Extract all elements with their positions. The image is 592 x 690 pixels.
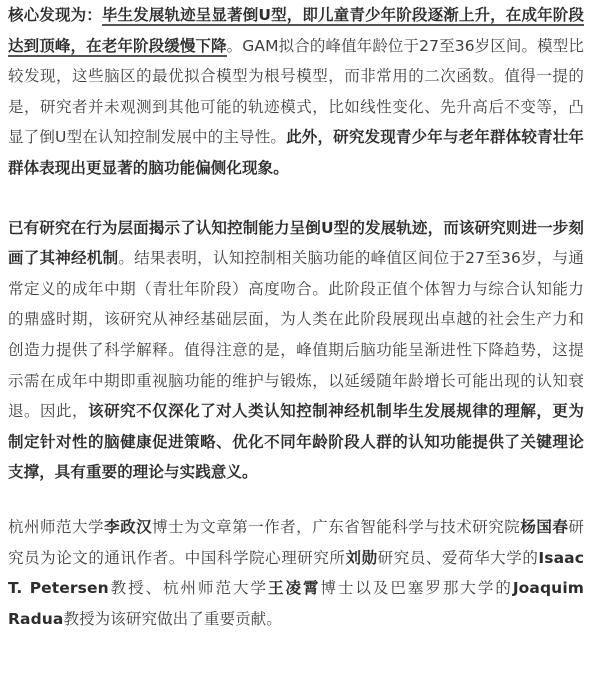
significance-conclusion: 该研究不仅深化了对人类认知控制神经机制毕生发展规律的理解，更为制定针对性的脑健康促进策略、优化不同年龄阶段人群的认知功能提供了关键理论支撑，具有重要的理论与实践意义。 [8, 402, 584, 482]
author-name-yang-guochun: 杨国春 [520, 517, 569, 536]
author-name-li-zhenghan: 李政汉 [104, 517, 153, 536]
author-name-joaquim-radua: Joaquim Radua [8, 579, 584, 628]
paragraph-significance [8, 213, 584, 488]
author-text: 研究员为论文的通讯作者。中国科学院心理研究所 [8, 517, 584, 567]
author-text: 博士以及巴塞罗那大学的 [320, 579, 513, 598]
significance-lead: 已有研究在行为层面揭示了认知控制能力呈倒U型的发展轨迹，而该研究则进一步刻画了其神经机制 [8, 218, 584, 268]
author-text: 教授、杭州师范大学 [108, 579, 268, 598]
author-text: 博士为文章第一作者，广东省智能科学与技术研究院 [152, 517, 521, 536]
author-text: 杭州师范大学 [8, 517, 105, 536]
author-name-liu-xun: 刘勋 [345, 548, 378, 567]
author-text: 研究员、爱荷华大学的 [377, 548, 539, 567]
significance-detail: 。结果表明，认知控制相关脑功能的峰值区间位于27至36岁，与通常定义的成年中期（青壮年阶段）高度吻合。此阶段正值个体智力与综合认知能力的鼎盛时期，该研究从神经基础层面，为人类在此阶段展现出卓越的社会生产力和创造力提供了科学解释。值得注意的是，峰值期后脑功能呈渐进性下降趋势，这提示需在成年中期即重视脑功能的维护与锻炼，以延缓随年龄增长可能出现的认知衰退。因此， [8, 249, 584, 421]
article-body [8, 0, 584, 634]
core-finding-label: 核心发现为： [8, 6, 102, 24]
paragraph-authors [8, 512, 584, 634]
author-name-isaac-petersen: Isaac T. Petersen [8, 548, 584, 598]
core-finding-highlight: 毕生发展轨迹呈显著倒U型，即儿童青少年阶段逐渐上升，在成年阶段达到顶峰，在老年阶段缓慢下降 [8, 6, 584, 55]
paragraph-core-finding [8, 0, 584, 184]
author-text: 教授为该研究做出了重要贡献。 [63, 609, 282, 628]
author-name-wang-lingxiao: 王凌霄 [267, 579, 321, 598]
lateralization-finding: 此外，研究发现青少年与老年群体较青壮年群体表现出更显著的脑功能偏侧化现象。 [8, 128, 584, 177]
core-finding-detail: 。GAM拟合的峰值年龄位于27至36岁区间。模型比较发现，这些脑区的最优拟合模型为根号模型，而非常用的二次函数。值得一提的是，研究者并未观测到其他可能的轨迹模式，比如线性变化、先升高后不变等，凸显了倒U型在认知控制发展中的主导性。 [8, 36, 584, 147]
